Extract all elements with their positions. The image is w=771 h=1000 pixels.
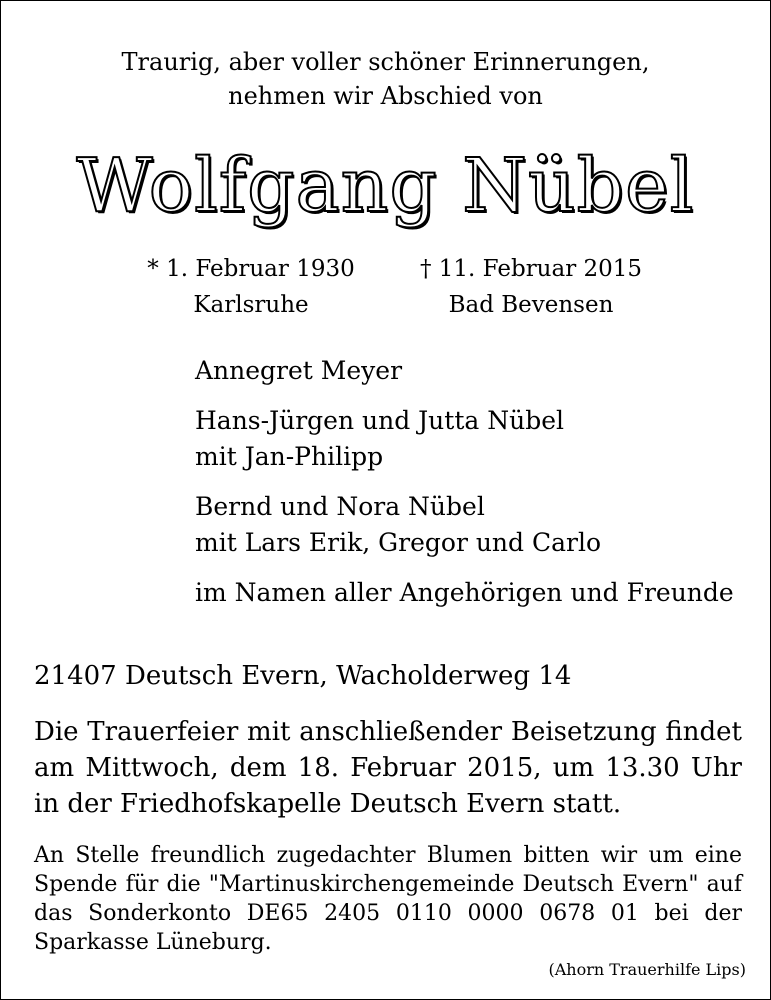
intro-line-2: nehmen wir Abschied von xyxy=(228,82,543,110)
mourner-line: im Namen aller Angehörigen und Freunde xyxy=(195,578,734,607)
intro-text xyxy=(1,45,770,113)
donation-request: An Stelle freundlich zugedachter Blumen bitten wir um eine Spende für die "Martinuskirchengemeinde Deutsch Evern" auf das Sonderkonto DE65 2405 0110 0000 0678 01 bei der Sparkasse Lüneburg. xyxy=(34,843,742,955)
birth-info xyxy=(141,251,361,323)
funeral-home-credit: (Ahorn Trauerhilfe Lips) xyxy=(548,960,746,979)
mourner-line: mit Lars Erik, Gregor und Carlo xyxy=(195,528,602,557)
intro-line-1: Traurig, aber voller schöner Erinnerungen, xyxy=(121,48,650,76)
birth-place: Karlsruhe xyxy=(193,292,309,318)
mourner-group xyxy=(195,353,755,389)
mourner-line: Bernd und Nora Nübel xyxy=(195,492,485,521)
death-place: Bad Bevensen xyxy=(448,292,614,318)
death-info xyxy=(411,251,651,323)
mourner-group xyxy=(195,403,755,475)
mourner-line: Hans-Jürgen und Jutta Nübel xyxy=(195,406,564,435)
mourner-group xyxy=(195,489,755,561)
mourner-line: Annegret Meyer xyxy=(195,356,403,385)
address: 21407 Deutsch Evern, Wacholderweg 14 xyxy=(34,661,572,691)
deceased-name: Wolfgang Nübel xyxy=(76,143,695,229)
mourners-list xyxy=(195,353,755,625)
ceremony-info: Die Trauerfeier mit anschließender Beisetzung findet am Mittwoch, dem 18. Februar 2015, um 13.30 Uhr in der Friedhofskapelle Deutsch Evern statt. xyxy=(34,717,742,819)
mourner-group xyxy=(195,575,755,611)
mourner-line: mit Jan-Philipp xyxy=(195,442,384,471)
birth-date: * 1. Februar 1930 xyxy=(147,256,355,282)
death-date: † 11. Februar 2015 xyxy=(419,256,643,282)
